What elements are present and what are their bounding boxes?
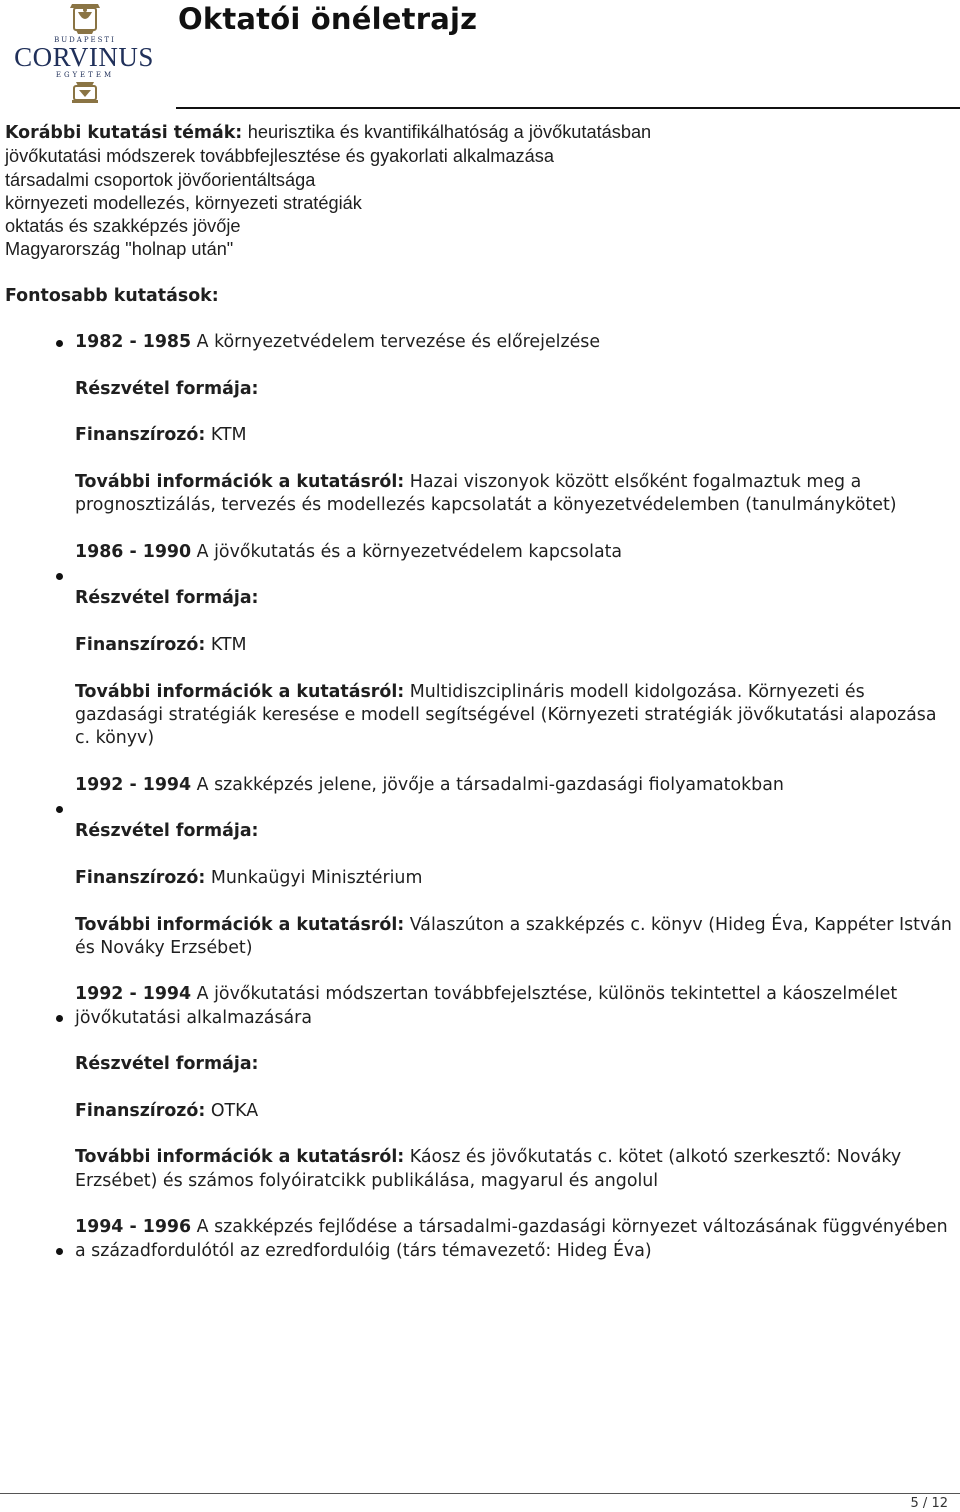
project-title: A jövőkutatás és a környezetvédelem kapcsolata [196, 541, 623, 562]
funder-value: KTM [210, 634, 247, 655]
info-label: További információk a kutatásról: [75, 471, 405, 492]
list-item [5, 983, 955, 1193]
research-list [5, 331, 955, 1263]
research-heading: Fontosabb kutatások: [5, 285, 219, 306]
bullet-icon [56, 573, 63, 580]
list-item [5, 331, 955, 517]
previous-topics-label: Korábbi kutatási témák: [5, 123, 243, 143]
project-years: 1986 - 1990 [75, 541, 192, 562]
project-years: 1994 - 1996 [75, 1217, 192, 1238]
info-label: További információk a kutatásról: [75, 681, 405, 702]
topic-item: Magyarország "holnap után" [5, 239, 234, 260]
previous-topics [5, 121, 955, 262]
crest-base-icon [72, 82, 98, 103]
topic-item: társadalmi csoportok jövőorientáltsága [5, 169, 316, 190]
funder-label: Finanszírozó: [75, 425, 206, 446]
logo-bottom-text: EGYETEM [55, 71, 115, 79]
info-label: További információk a kutatásról: [75, 1147, 405, 1168]
crest-icon [70, 4, 100, 34]
project-title: A jövőkutatási módszertan továbbfejelsztése, különös tekintettel a káoszelmélet jövőkutatási alkalmazására [75, 984, 898, 1028]
info-value: Válaszúton a szakképzés c. könyv (Hideg Éva, Kappéter István és Nováky Erzsébet) [75, 914, 952, 958]
topic-item: oktatás és szakképzés jövője [5, 216, 241, 237]
funder-value: Munkaügyi Minisztérium [210, 867, 423, 888]
logo-top-text: BUDAPESTI [54, 36, 116, 44]
funder-label: Finanszírozó: [75, 867, 206, 888]
participation-label: Részvétel formája: [75, 588, 259, 609]
logo-name-text: CORVINUS [14, 42, 154, 72]
bullet-icon [56, 806, 63, 813]
project-title: A szakképzés jelene, jövője a társadalmi-gazdasági fiolyamatokban [196, 774, 784, 795]
list-item [5, 774, 955, 960]
corvinus-logo [0, 0, 170, 106]
topic-item: környezeti modellezés, környezeti stratégiák [5, 192, 362, 213]
participation-label: Részvétel formája: [75, 378, 259, 399]
project-years: 1992 - 1994 [75, 774, 192, 795]
project-title: A szakképzés fejlődése a társadalmi-gazdasági környezet változásának függvényében a századfordulótól az ezredfordulóig (társ témavezető: Hideg Éva) [75, 1217, 948, 1261]
page-title: Oktatói önéletrajz [178, 2, 478, 36]
funder-value: KTM [210, 425, 247, 446]
project-years: 1982 - 1985 [75, 332, 192, 353]
document-body [5, 121, 955, 1263]
bullet-icon [56, 340, 63, 347]
info-value: Káosz és jövőkutatás c. kötet (alkotó szerkesztő: Nováky Erzsébet) és számos folyóiratcikk publikálása, magyarul és angolul [75, 1147, 902, 1191]
page-header [0, 0, 960, 112]
info-value: Hazai viszonyok között elsőként fogalmaztuk meg a prognosztizálás, tervezés és modellezés kapcsolatát a könyezetvédelemben (tanulmánykötet) [75, 471, 897, 516]
bullet-icon [56, 1248, 63, 1255]
funder-label: Finanszírozó: [75, 1100, 206, 1121]
topic-item: heurisztika és kvantifikálhatóság a jövőkutatásban [247, 122, 652, 142]
info-value: Multidiszciplináris modell kidolgozása. Környezeti és gazdasági stratégiák keresése e modell segítségével (Környezeti stratégiák jövőkutatási alapozása c. könyv) [75, 681, 937, 749]
participation-label: Részvétel formája: [75, 821, 259, 842]
info-label: További információk a kutatásról: [75, 914, 405, 935]
page-number: 5 / 12 [910, 1496, 948, 1511]
project-title: A környezetvédelem tervezése és előrejelzése [196, 332, 601, 353]
list-item [5, 1216, 955, 1263]
funder-value: OTKA [210, 1100, 259, 1121]
project-years: 1992 - 1994 [75, 984, 192, 1005]
topic-item: jövőkutatási módszerek továbbfejlesztése és gyakorlati alkalmazása [5, 146, 554, 167]
footer-divider [0, 1493, 960, 1494]
participation-label: Részvétel formája: [75, 1054, 259, 1075]
bullet-icon [56, 1015, 63, 1022]
list-item [5, 541, 955, 751]
header-divider [176, 107, 960, 109]
funder-label: Finanszírozó: [75, 634, 206, 655]
